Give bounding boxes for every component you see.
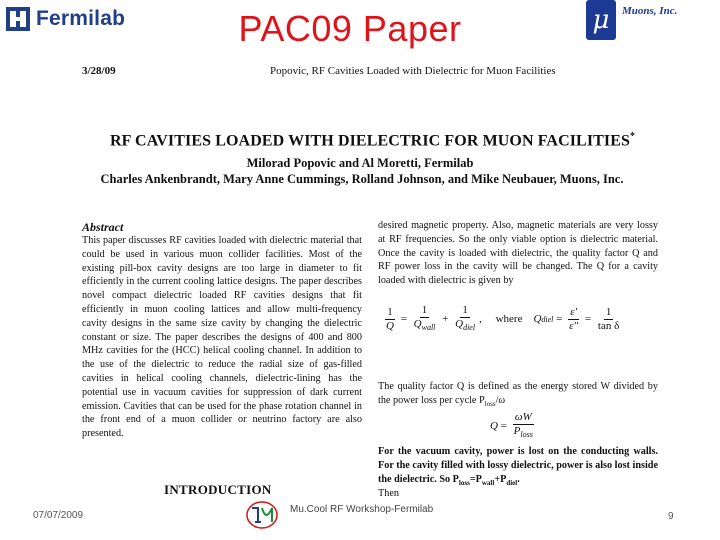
frac-tan-delta: $\frac{1}{\text{tan δ}}$: [597, 305, 620, 332]
paper-running-header: Popovic, RF Cavities Loaded with Dielectric for Muon Facilities: [270, 65, 556, 77]
right-paragraph-2: The quality factor Q is defined as the energy stored W divided by the power loss per cycle $P_{loss}/\omega$: [378, 381, 658, 408]
fermilab-wordmark: Fermilab: [36, 7, 126, 30]
q-definition-formula: Q = $\frac{\omega W}{P_{loss}}$: [490, 410, 533, 440]
slide-title: PAC09 Paper: [238, 8, 462, 49]
paper-title-text: RF CAVITIES LOADED WITH DIELECTRIC FOR MUON FACILITIES: [110, 132, 631, 150]
authors-line-1: Milorad Popovic and Al Moretti, Fermilab: [246, 156, 474, 170]
footer-event: Mu.Cool RF Workshop-Fermilab: [290, 504, 434, 515]
paper-date: 3/28/09: [82, 65, 116, 77]
frac-1-over-q: $\frac{1}{Q}$: [386, 305, 394, 332]
abstract-heading: Abstract: [82, 220, 124, 234]
frac-epsilon: $\frac{\varepsilon'}{\varepsilon''}$: [569, 305, 579, 332]
muons-inc-label: Muons, Inc.: [622, 5, 678, 17]
title-footnote-mark: *: [630, 131, 636, 142]
then-label: Then: [378, 488, 399, 499]
paper-title: [110, 131, 635, 150]
mu-glyph: μ: [592, 5, 610, 35]
frac-1-over-qwall: $\frac{1}{Q_{wall}}$: [413, 303, 436, 333]
frac-1-over-qdiel: $\frac{1}{Q_{diel}}$: [455, 303, 476, 333]
muons-logo-icon: [586, 0, 616, 40]
frac-omega-w-over-ploss: $\frac{\omega W}{P_{loss}}$: [513, 410, 533, 440]
authors-line-2: Charles Ankenbrandt, Mary Anne Cummings, Rolland Johnson, and Mike Neubauer, Muons, Inc.: [100, 172, 624, 186]
fermilab-logo-icon: [6, 7, 30, 31]
mucool-logo-icon: [244, 500, 280, 530]
right-paragraph-1: desired magnetic property. Also, magnetic materials are very lossy at RF frequencies. So the only viable option is dielectric material. Once the cavity is loaded with dielectric, the quality factor Q and RF power loss in the cavity will be changed. The Q for a cavity loaded with dielectric is given by: [378, 220, 658, 287]
where-label: where: [495, 313, 523, 325]
footer-date: 07/07/2009: [33, 510, 84, 521]
right-paragraph-3: For the vacuum cavity, power is lost on the conducting walls. For the cavity filled with lossy dielectric, power is also lost inside the dielectric. So $P_{loss}=P_{wall}+P_{diel}$.: [378, 446, 658, 487]
introduction-heading: INTRODUCTION: [164, 482, 272, 497]
page-number: 9: [668, 511, 674, 522]
q-dielectric-formula: $\frac{1}{Q}$ = $\frac{1}{Q_{wall}}$ + $\frac{1}{Q_{diel}}$ , where Q diel = $\frac{\varepsilon'}{\varepsilon''}$ = $\frac{1}{\text{tan δ}}$: [386, 303, 620, 333]
fermilab-logo: [6, 6, 125, 32]
abstract-text: This paper discusses RF cavities loaded with dielectric material that could be used in various muon collider facilities. Most of the existing pill-box cavity designs are too large in diameter to fit efficiently in the current cooling lattice designs. The paper describes novel compact dielectric loaded RF cavities designs that fit efficiently in muon cooling lattices and allow multi-frequency cavity designs in the same size cavity by changing the dielectric constant or size. The paper describes the designs of 400 and 800 MHz cavities for the (HCC) helical cooling channel. In addition to the use of the dielectric to reduce the radial size of gas-filled cavities in helical cooling channels, dielectric-lining has the potential use in vacuum cavities for suppression of dark current emission. Cavities that can be used for the phase rotation channel in the front end of a muon collider or neutrino factory are also presented.: [82, 235, 362, 440]
